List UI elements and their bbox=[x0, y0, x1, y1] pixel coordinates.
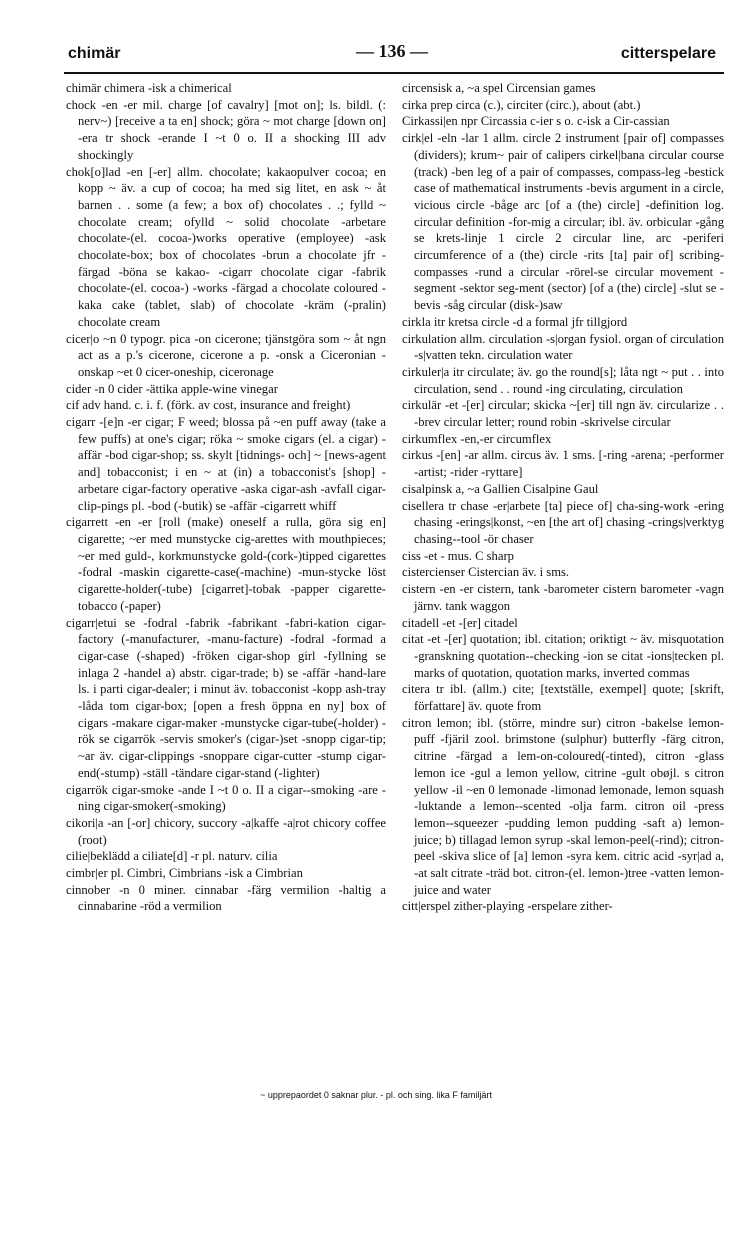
dictionary-entry: cirkumflex -en,-er circumflex bbox=[402, 431, 552, 446]
dictionary-entry: citadell -et -[er] citadel bbox=[402, 615, 518, 630]
dictionary-entry: cistercienser Cistercian äv. i sms. bbox=[402, 565, 570, 580]
dictionary-entry: ciss -et - mus. C sharp bbox=[402, 548, 514, 563]
dictionary-entry: cirka prep circa (c.), circiter (circ.), about (abt.) bbox=[402, 97, 641, 112]
dictionary-entry: cigarr|etui se -fodral -fabrik -fabrikant -fabri-kation cigar-factory (-manufacturer, -manu-facture) -fodral -formad a cigar-case (-shaped) -fröken cigar-shop girl -fyllning se inlaga 2 -handel a) abstr. cigar-trade; b) se -affär -hand-lare ls. i parti cigar-dealer; i minut äv. tobacconist -kopp ash-tray -låda tom cigar-box; [open a fresh öppna en ny] box of cigars -makare cigar-maker -munstycke cigar-tube(-holder) -rök se cigarrök -servis smoker's (cigar-)set -snopp cigar-tip; ~ar äv. cigar-clippings -snoppare cigar-cutter -stump cigar-end(-stump) -ställ -tändare cigar-stand (-lighter) bbox=[66, 615, 386, 780]
dictionary-entry: cirkuler|a itr circulate; äv. go the round[s]; låta ngt ~ put . . into circulation, send . . round -ing circulating, circulation bbox=[402, 364, 724, 396]
dictionary-entry: cisalpinsk a, ~a Gallien Cisalpine Gaul bbox=[402, 481, 599, 496]
left-running-headword: chimär bbox=[68, 45, 121, 62]
page-header bbox=[62, 41, 722, 69]
dictionary-entry: citron lemon; ibl. (större, mindre sur) citron -bakelse lemon-puff -fjäril zool. brimstone (sulphur) butterfly -färg citron, citrine -färgad a lem-on-coloured(-tinted), citron -glass lemon ice -gul a lemon yellow, citrine -gult obøjl. s citron yellow -il ~en 0 lemonade -limonad lemonade, lemon squash -luktande a lemon--scented -olja farm. citron oil -press lemon--squeezer -pudding lemon pudding -saft a) lemon-juice; b) tillagad lemon syrup -skal lemon-peel(-rind); citron-peel -skiva slice of [a] lemon -syra kem. citric acid -syr|ad a, -at salt citrate -träd bot. citron-(el. lemon-)tree -vatten lemon-juice and water bbox=[402, 715, 724, 897]
dictionary-entry: cirkla itr kretsa circle -d a formal jfr tillgjord bbox=[402, 314, 628, 329]
dictionary-entry: cirkulär -et -[er] circular; skicka ~[er] till ngn äv. circularize . . -brev circular letter; round robin -skrivelse circular bbox=[402, 398, 724, 430]
abbreviation-footnote: ~ upprepaordet 0 saknar plur. - pl. och sing. lika F familjärt bbox=[260, 1090, 492, 1100]
left-column bbox=[66, 80, 386, 915]
dictionary-entry: cirk|el -eln -lar 1 allm. circle 2 instrument [pair of] compasses (dividers); krum~ pair of calipers cirkel|bana circular course (track) -ben leg of a pair of compasses, compass-leg -bestick case of mathematical instruments -bevis argument in a circle, vicious circle -båge arc [of a (the) circle] -definition log. circular definition -for-mig a circular; ibl. äv. orbicular -gång se krets-linje 1 circle 2 circular line, arc -periferi circumference of a (the) circle -rits [ta] pair of] scribing-compasses -rund a circular -rörel-se circular movement -segment -sektor seg-ment (sector) [of a (the) circle] -slut se -bevis -såg circular (disk-)saw bbox=[402, 131, 724, 313]
dictionary-entry: citt|erspel zither-playing -erspelare zither- bbox=[402, 899, 613, 914]
dictionary-entry: cisellera tr chase -er|arbete [ta] piece of] cha-sing-work -ering chasing -erings|konst, ~en [the art of] chasing -crings|verktyg chasing--tool -ör chaser bbox=[402, 498, 724, 546]
dictionary-entry: cistern -en -er cistern, tank -barometer cistern barometer -vagn järnv. tank waggon bbox=[402, 582, 724, 613]
dictionary-entry: cigarrök cigar-smoke -ande I ~t 0 o. II a cigar--smoking -are -ning cigar-smoker(-smoking) bbox=[66, 782, 386, 814]
right-column bbox=[402, 80, 724, 915]
dictionary-entry: citat -et -[er] quotation; ibl. citation; oriktigt ~ äv. misquotation -granskning quotation--checking -ion se citat -ions|tecken pl. marks of quotation, quotation marks, inverted commas bbox=[402, 632, 724, 680]
dictionary-entry: citera tr ibl. (allm.) cite; [textställe, exempel] quote; [skrift, författare] äv. quote from bbox=[402, 682, 724, 714]
page-number: — 136 — bbox=[356, 41, 428, 61]
dictionary-entry: cigarrett -en -er [roll (make) oneself a rulla, göra sig en] cigarette; ~er med munstycke cig-arettes with mouthpieces; ~er med guld-, korkmunstycke gold-(cork-)tipped cigarettes -fodral -maskin cigarette-case(-machine) -mun-stycke löst cigarette-holder(-tube) [cigarret]-tobak -papper cigarette-tobacco (-paper) bbox=[66, 515, 386, 613]
dictionary-entry: cirkulation allm. circulation -s|organ fysiol. organ of circulation -s|vatten tekn. circulation water bbox=[402, 331, 724, 363]
right-running-headword: citterspelare bbox=[620, 45, 716, 62]
dictionary-entry: cimbr|er pl. Cimbri, Cimbrians -isk a Cimbrian bbox=[66, 866, 303, 881]
dictionary-entry: cider -n 0 cider -ättika apple-wine vinegar bbox=[66, 381, 278, 396]
header-rule bbox=[64, 72, 724, 74]
dictionary-entry: cirkus -[en] -ar allm. circus äv. 1 sms. [-ring -arena; -performer -artist; -rider -ryttare] bbox=[402, 448, 724, 480]
dictionary-entry: cigarr -[e]n -er cigar; F weed; blossa på ~en puff away (take a few puffs) at one's cigar; röka ~ smoke cigars (el. a cigar) -affär -bod cigar-shop; ss. skylt [tidnings- och] ~ [news-agent and] tobacconist; i en ~ at (in) a tobacconist's [shop] -arbetare cigar-factory operative -aska cigar-ash -avfall cigar-clip-pings pl. -bod (-butik) se -affär -cigarrett whiff bbox=[66, 415, 386, 513]
dictionary-entry: chok[o]lad -en [-er] allm. chocolate; kakaopulver cocoa; en kopp ~ äv. a cup of cocoa; ha med sig litet, en ask ~ åt barnen . . some (a few; a box of) chocolates . .; fylld ~ chocolate cream; ofylld ~ solid chocolate -arbetare chocolate-(el. cocoa-)works operative (employee) -ask chocolate-box; box of chocolates -brun a chocolate jfr -färgad -böna se kakao- -cigarr chocolate cigar -fabrik chocolate-(el. cocoa-) -works -färgad a chocolate coloured -kaka cake (tablet, slab) of chocolate -kräm (-pralin) chocolate cream bbox=[66, 164, 386, 329]
dictionary-entry: circensisk a, ~a spel Circensian games bbox=[402, 81, 596, 95]
dictionary-entry: cilie|beklädd a ciliate[d] -r pl. naturv. cilia bbox=[66, 849, 278, 864]
dictionary-entry: cicer|o ~n 0 typogr. pica -on cicerone; tjänstgöra som ~ åt ngn act as a p.'s cicerone, cicerone a p. -onsk a Ciceronian -onskap ~et 0 cicer-oneship, ciceronage bbox=[66, 331, 386, 379]
dictionary-entry: cif adv hand. c. i. f. (förk. av cost, insurance and freight) bbox=[66, 398, 351, 413]
dictionary-entry: cikori|a -an [-or] chicory, succory -a|kaffe -a|rot chicory coffee (root) bbox=[66, 815, 386, 847]
dictionary-entry: cinnober -n 0 miner. cinnabar -färg vermilion -haltig a cinnabarine -röd a vermilion bbox=[66, 882, 386, 914]
dictionary-entry: Cirkassi|en npr Circassia c-ier s o. c-isk a Cir-cassian bbox=[402, 114, 670, 129]
dictionary-entry: chimär chimera -isk a chimerical bbox=[66, 81, 232, 95]
dictionary-entry: chock -en -er mil. charge [of cavalry] [mot on]; ls. bildl. (: nerv~) [receive a ta en] shock; göra ~ mot charge [down on] -era tr shock -erande I ~t 0 o. II a shocking III adv shockingly bbox=[66, 97, 386, 162]
